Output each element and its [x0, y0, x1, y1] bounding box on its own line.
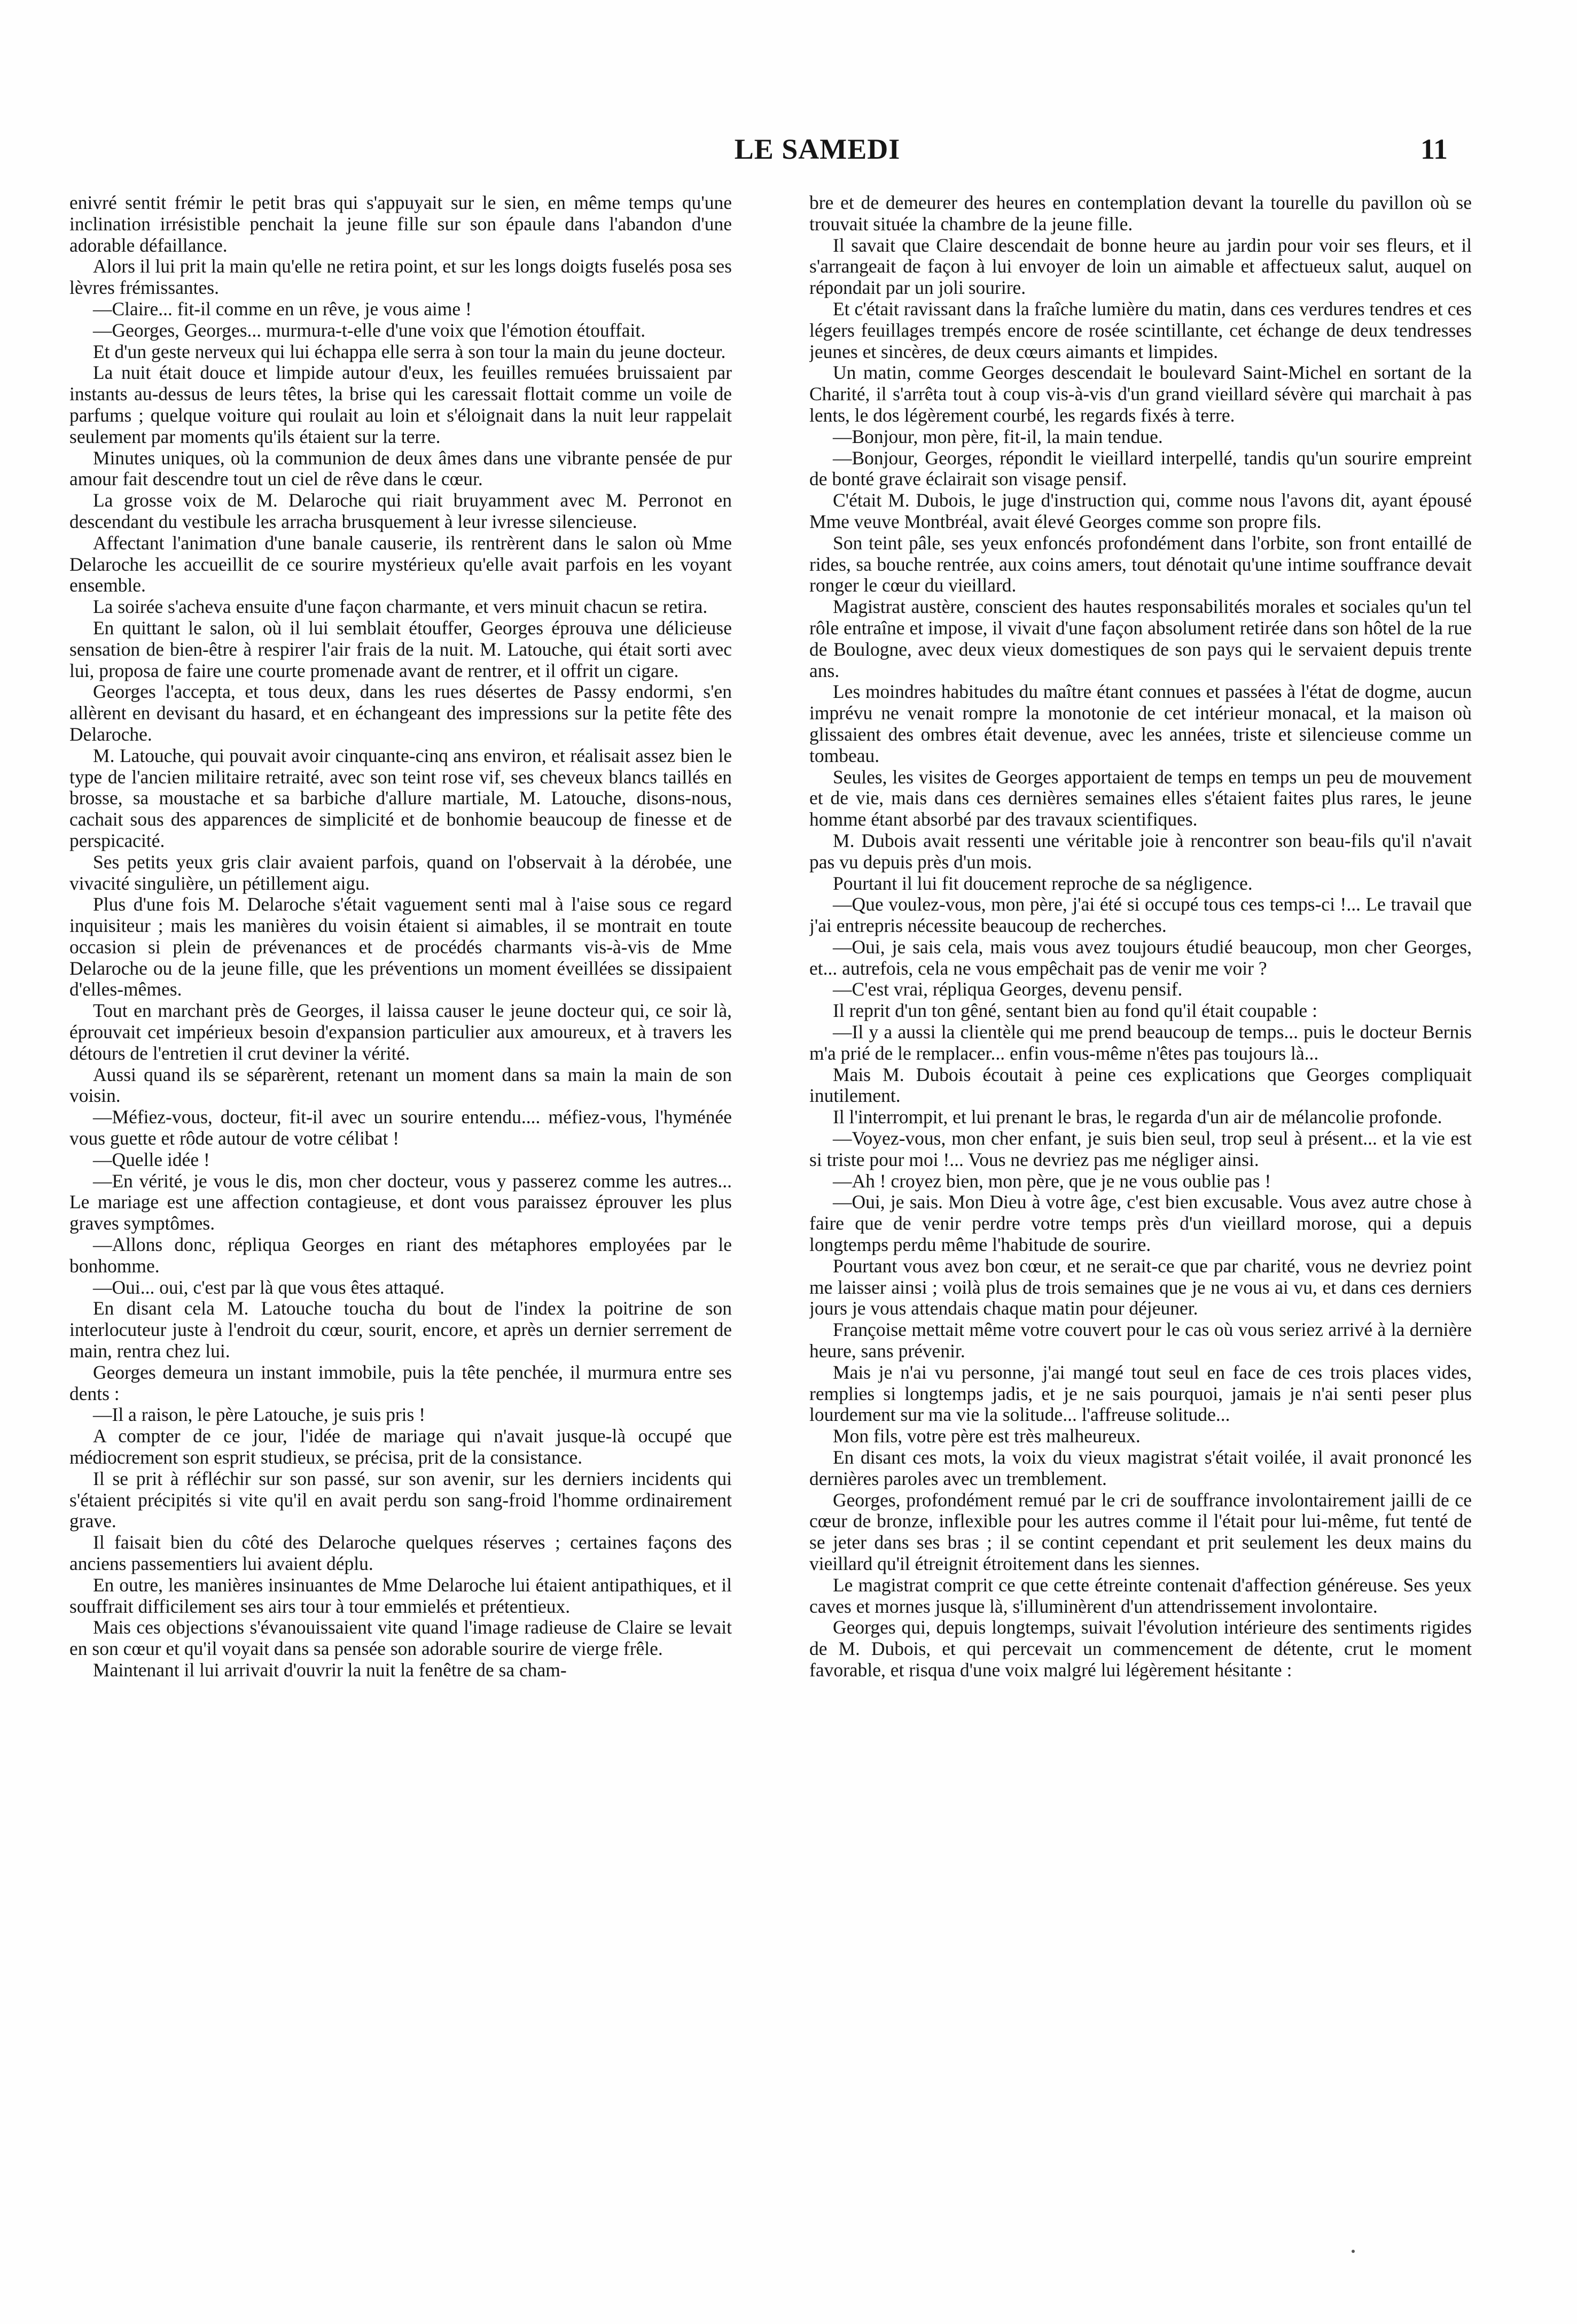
paragraph: —Allons donc, répliqua Georges en riant des métaphores employées par le bonhomme. [69, 1234, 732, 1277]
paragraph: Affectant l'animation d'une banale causerie, ils rentrèrent dans le salon où Mme Delaroche les accueillit de ce sourire mystérieux qu'elle avait parfois en les voyant ensemble. [69, 532, 732, 596]
paragraph: Ses petits yeux gris clair avaient parfois, quand on l'observait à la dérobée, une vivacité singulière, un pétillement aigu. [69, 851, 732, 894]
paragraph: Mais ces objections s'évanouissaient vite quand l'image radieuse de Claire se levait en son cœur et qu'il voyait dans sa pensée son adorable sourire de vierge frêle. [69, 1616, 732, 1660]
paragraph: Il reprit d'un ton gêné, sentant bien au fond qu'il était coupable : [833, 1000, 1317, 1022]
paragraph: —Il a raison, le père Latouche, je suis pris ! [93, 1404, 426, 1426]
paragraph: Pourtant il lui fit doucement reproche de sa négligence. [833, 872, 1253, 894]
paragraph: Georges demeura un instant immobile, puis la tête penchée, il murmura entre ses dents : [69, 1361, 732, 1404]
paragraph: Il l'interrompit, et lui prenant le bras, le regarda d'un air de mélancolie profonde. [833, 1106, 1442, 1128]
paragraph: —C'est vrai, répliqua Georges, devenu pensif. [833, 978, 1183, 1000]
paragraph: M. Latouche, qui pouvait avoir cinquante-cinq ans environ, et réalisait assez bien le type de l'ancien militaire retraité, avec son teint rose vif, ses cheveux blancs taillés en brosse, sa moustache et sa barbiche d'allure martiale, M. Latouche, disons-nous, cachait sous des apparences de simplicité et de bonhomie beaucoup de finesse et de perspicacité. [69, 744, 732, 851]
paragraph: Mais je n'ai vu personne, j'ai mangé tout seul en face de ces trois places vides, remplies si longtemps jadis, et je ne sais pourquoi, jamais je n'ai senti peser plus lourdement sur ma vie la solitude... l'affreuse solitude... [809, 1361, 1472, 1426]
paragraph: Georges l'accepta, et tous deux, dans les rues désertes de Passy endormi, s'en allèrent en devisant du hasard, et en échangeant des impressions sur la petite fête des Delaroche. [69, 681, 732, 745]
paragraph: Magistrat austère, conscient des hautes responsabilités morales et sociales qu'un tel rôle entraîne et impose, il vivait d'une façon absolument retirée dans son hôtel de la rue de Boulogne, avec deux vieux domestiques de son pays qui le servaient depuis trente ans. [809, 596, 1472, 681]
paragraph: Georges, profondément remué par le cri de souffrance involontairement jailli de ce cœur de bronze, inflexible pour les autres comme il l'était pour lui-même, fut tenté de se jeter dans ses bras ; il se contint cependant et prit seulement les deux mains du vieillard qu'il étreignit étroitement dans les siennes. [809, 1489, 1472, 1574]
paragraph: M. Dubois avait ressenti une véritable joie à rencontrer son beau-fils qu'il n'avait pas vu depuis près d'un mois. [809, 829, 1472, 873]
paragraph: —Bonjour, mon père, fit-il, la main tendue. [833, 425, 1163, 447]
paragraph: La soirée s'acheva ensuite d'une façon charmante, et vers minuit chacun se retira. [93, 596, 708, 618]
paragraph: Il savait que Claire descendait de bonne heure au jardin pour voir ses fleurs, et il s'arrangeait de façon à lui envoyer de loin un aimable et affectueux salut, auquel on répondait par un joli sourire. [809, 234, 1472, 299]
left-text-column [69, 192, 732, 2276]
paragraph: —Méfiez-vous, docteur, fit-il avec un sourire entendu.... méfiez-vous, l'hyménée vous guette et rôde autour de votre célibat ! [69, 1106, 732, 1149]
paragraph: —Il y a aussi la clientèle qui me prend beaucoup de temps... puis le docteur Bernis m'a prié de le remplacer... enfin vous-même n'êtes pas toujours là... [809, 1021, 1472, 1064]
paragraph: Il se prit à réfléchir sur son passé, sur son avenir, sur les derniers incidents qui s'étaient précipités si vite qu'il en avait perdu son sang-froid l'homme ordinairement grave. [69, 1467, 732, 1532]
paragraph: —Oui, je sais cela, mais vous avez toujours étudié beaucoup, mon cher Georges, et... autrefois, cela ne vous empêchait pas de venir me voir ? [809, 936, 1472, 979]
paragraph: Mais M. Dubois écoutait à peine ces explications que Georges compliquait inutilement. [809, 1063, 1472, 1107]
paragraph: Tout en marchant près de Georges, il laissa causer le jeune docteur qui, ce soir là, éprouvait cet impérieux besoin d'expansion particulier aux amoureux, et à travers les détours de l'entretien il crut deviner la vérité. [69, 1000, 732, 1064]
paragraph: enivré sentit frémir le petit bras qui s'appuyait sur le sien, en même temps qu'une inclination irrésistible penchait la jeune fille sur son épaule dans l'abandon d'une adorable défaillance. [69, 192, 732, 256]
right-text-column [809, 192, 1472, 2276]
paragraph: Il faisait bien du côté des Delaroche quelques réserves ; certaines façons des anciens passementiers lui avaient déplu. [69, 1532, 732, 1574]
paragraph: —Georges, Georges... murmura-t-elle d'une voix que l'émotion étouffait. [93, 319, 646, 341]
paragraph: —Voyez-vous, mon cher enfant, je suis bien seul, trop seul à présent... et la vie est si triste pour moi !... Vous ne devriez pas me négliger ainsi. [809, 1128, 1472, 1170]
paragraph: A compter de ce jour, l'idée de mariage qui n'avait jusque-là occupé que médiocrement son esprit studieux, se précisa, prit de la consistance. [69, 1425, 732, 1468]
paragraph: Plus d'une fois M. Delaroche s'était vaguement senti mal à l'aise sous ce regard inquisiteur ; mais les manières du voisin étaient si aimables, il se montrait en toute occasion si plein de prévenances et de procédés charmants vis-à-vis de Mme Delaroche ou de la jeune fille, que les préventions un moment éveillées se dissipaient d'elles-mêmes. [69, 893, 732, 1000]
paragraph: —Oui, je sais. Mon Dieu à votre âge, c'est bien excusable. Vous avez autre chose à faire que de venir perdre votre temps près d'un vieillard morose, qui a depuis longtemps perdu même l'habitude de sourire. [809, 1191, 1472, 1256]
paragraph: Le magistrat comprit ce que cette étreinte contenait d'affection généreuse. Ses yeux caves et mornes jusque là, s'illuminèrent d'un attendrissement involontaire. [809, 1574, 1472, 1617]
paragraph: —En vérité, je vous le dis, mon cher docteur, vous y passerez comme les autres... Le mariage est une affection contagieuse, et dont vous paraissez éprouver les plus graves symptômes. [69, 1170, 732, 1234]
paragraph: —Oui... oui, c'est par là que vous êtes attaqué. [93, 1276, 445, 1298]
paragraph: Aussi quand ils se séparèrent, retenant un moment dans sa main la main de son voisin. [69, 1063, 732, 1107]
paragraph: Et d'un geste nerveux qui lui échappa elle serra à son tour la main du jeune docteur. [93, 340, 726, 362]
paragraph: —Que voulez-vous, mon père, j'ai été si occupé tous ces temps-ci !... Le travail que j'ai entrepris nécessite beaucoup de recherches. [809, 893, 1472, 937]
paragraph: Un matin, comme Georges descendait le boulevard Saint-Michel en sortant de la Charité, il s'arrêta tout à coup vis-à-vis d'un grand vieillard sévère qui marchait à pas lents, le dos légèrement courbé, les regards fixés à terre. [809, 362, 1472, 426]
paragraph: En outre, les manières insinuantes de Mme Delaroche lui étaient antipathiques, et il souffrait difficilement ses airs tour à tour emmielés et prétentieux. [69, 1574, 732, 1617]
paragraph: Son teint pâle, ses yeux enfoncés profondément dans l'orbite, son front entaillé de rides, sa bouche rentrée, aux coins amers, tout dénotait qu'une intime souffrance devait ronger le cœur du vieillard. [809, 532, 1472, 596]
paragraph: Minutes uniques, où la communion de deux âmes dans une vibrante pensée de pur amour fait descendre tout un ciel de rêve dans le cœur. [69, 447, 732, 490]
page-header [123, 133, 1448, 175]
paragraph: Seules, les visites de Georges apportaient de temps en temps un peu de mouvement et de vie, mais dans ces dernières semaines elles s'étaient faites plus rares, le jeune homme étant absorbé par des travaux scientifiques. [809, 766, 1472, 830]
print-speck [1352, 2250, 1355, 2253]
paragraph: —Quelle idée ! [93, 1148, 210, 1170]
paragraph: —Bonjour, Georges, répondit le vieillard interpellé, tandis qu'un sourire empreint de bonté grave éclairait son visage pensif. [809, 447, 1472, 490]
paragraph: En disant ces mots, la voix du vieux magistrat s'était voilée, il avait prononcé les dernières paroles avec un tremblement. [809, 1447, 1472, 1489]
paragraph: —Ah ! croyez bien, mon père, que je ne vous oublie pas ! [833, 1170, 1271, 1192]
journal-title: LE SAMEDI [734, 133, 901, 165]
paragraph: Françoise mettait même votre couvert pour le cas où vous seriez arrivé à la dernière heure, sans prévenir. [809, 1319, 1472, 1362]
paragraph: Georges qui, depuis longtemps, suivait l'évolution intérieure des sentiments rigides de M. Dubois, et qui percevait un commencement de détente, crut le moment favorable, et risqua d'une voix malgré lui légèrement hésitante : [809, 1616, 1472, 1681]
paragraph: —Claire... fit-il comme en un rêve, je vous aime ! [93, 298, 472, 320]
paragraph: Et c'était ravissant dans la fraîche lumière du matin, dans ces verdures tendres et ces légers feuillages trempés encore de rosée scintillante, cet échange de deux tendresses jeunes et sincères, de deux cœurs aimants et limpides. [809, 298, 1472, 362]
paragraph: La nuit était douce et limpide autour d'eux, les feuilles remuées bruissaient par instants au-dessus de leurs têtes, la brise qui les caressait flottait comme un voile de parfums ; quelque voiture qui roulait au loin et s'éloignait dans la nuit leur rappelait seulement par moments qu'ils étaient sur la terre. [69, 362, 732, 447]
paragraph: La grosse voix de M. Delaroche qui riait bruyamment avec M. Perronot en descendant du vestibule les arracha brusquement à leur ivresse silencieuse. [69, 489, 732, 532]
paragraph: bre et de demeurer des heures en contemplation devant la tourelle du pavillon où se trouvait située la chambre de la jeune fille. [809, 192, 1472, 235]
page-number: 11 [1420, 133, 1448, 165]
paragraph: Maintenant il lui arrivait d'ouvrir la nuit la fenêtre de sa cham- [93, 1659, 567, 1681]
paragraph: En disant cela M. Latouche toucha du bout de l'index la poitrine de son interlocuteur juste à l'endroit du cœur, sourit, encore, et après un dernier serrement de main, rentra chez lui. [69, 1297, 732, 1362]
paragraph: Alors il lui prit la main qu'elle ne retira point, et sur les longs doigts fuselés posa ses lèvres frémissantes. [69, 255, 732, 299]
paragraph: Mon fils, votre père est très malheureux. [833, 1425, 1141, 1447]
paragraph: Pourtant vous avez bon cœur, et ne serait-ce que par charité, vous ne devriez point me laisser ainsi ; voilà plus de trois semaines que je ne vous ai vu, et dans ces derniers jours je vous attendais chaque matin pour déjeuner. [809, 1255, 1472, 1319]
paragraph: En quittant le salon, où il lui semblait étouffer, Georges éprouva une délicieuse sensation de bien-être à respirer l'air frais de la nuit. M. Latouche, qui était sorti avec lui, proposa de faire une courte promenade avant de rentrer, et il offrit un cigare. [69, 617, 732, 681]
paragraph: C'était M. Dubois, le juge d'instruction qui, comme nous l'avons dit, ayant épousé Mme veuve Montbréal, avait élevé Georges comme son propre fils. [809, 489, 1472, 532]
paragraph: Les moindres habitudes du maître étant connues et passées à l'état de dogme, aucun imprévu ne venait rompre la monotonie de cet intérieur monacal, et la maison où glissaient des ombres était devenue, avec les années, triste et silencieuse comme un tombeau. [809, 681, 1472, 766]
